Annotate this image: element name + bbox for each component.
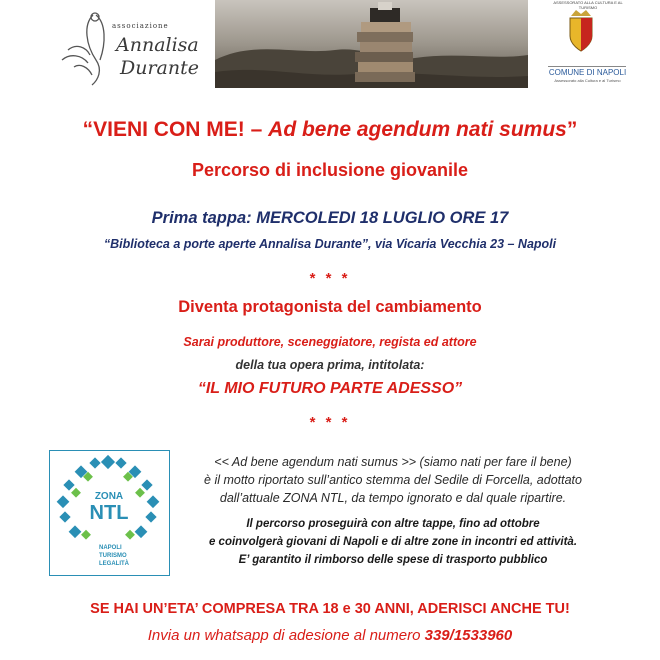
event-title-suffix: ”	[566, 118, 578, 141]
association-name-line2: Durante	[120, 57, 199, 79]
program-info-line: Il percorso proseguirà con altre tappe, fino ad ottobre	[246, 518, 540, 530]
motto-description-line: dall’attuale ZONA NTL, da tempo ignorato e dal quale ripartire.	[219, 491, 567, 505]
event-title-motto: Ad bene agendum nati sumus	[268, 118, 567, 141]
ntl-logo-ntl: NTL	[89, 502, 129, 524]
program-info-line: e coinvolgerà giovani di Napoli e di altre zone in incontri ed attività.	[208, 536, 578, 548]
comune-department-header: ASSESSORATO ALLA CULTURA E AL TURISMO	[553, 0, 623, 10]
call-protagonist: Diventa protagonista del cambiamento	[178, 298, 482, 316]
whatsapp-text: Invia un whatsapp di adesione al numero	[147, 627, 425, 644]
whatsapp-instructions	[0, 627, 660, 644]
film-title: “IL MIO FUTURO PARTE ADESSO”	[197, 380, 463, 397]
association-name-line1: Annalisa	[116, 34, 199, 56]
motto-description-line: << Ad bene agendum nati sumus >> (siamo nati per fare il bene)	[214, 455, 572, 469]
whatsapp-phone-number[interactable]: 339/1533960	[424, 627, 513, 644]
event-stage: Prima tappa: MERCOLEDI 18 LUGLIO ORE 17	[151, 209, 509, 227]
header-photo-books	[215, 0, 528, 88]
age-call-to-action: SE HAI UN’ETA’ COMPRESA TRA 18 e 30 ANNI, ADERISCI ANCHE TU!	[90, 601, 570, 617]
zona-ntl-logo	[53, 453, 165, 571]
program-info-line: E’ garantito il rimborso delle spese di trasporto pubblico	[238, 554, 548, 566]
naples-crest-icon	[568, 10, 594, 52]
comune-subtitle: Assessorato alla Cultura e al Turismo	[554, 78, 621, 83]
roles-line: Sarai produttore, sceneggiatore, regista ed attore	[183, 335, 477, 349]
ntl-logo-sub3: LEGALITÀ	[99, 561, 129, 567]
event-title-prefix: “VIENI CON ME! –	[82, 118, 269, 141]
event-title	[0, 118, 660, 142]
comune-name: COMUNE DI NAPOLI	[548, 68, 627, 77]
event-subtitle: Percorso di inclusione giovanile	[191, 160, 469, 180]
ntl-logo-sub2: TURISMO	[99, 553, 127, 559]
event-location: “Biblioteca a porte aperte Annalisa Durante”, via Vicaria Vecchia 23 – Napoli	[103, 237, 557, 251]
ntl-logo-zona: ZONA	[94, 491, 124, 502]
association-label: associazione	[112, 22, 169, 30]
stars-divider: * * *	[309, 270, 351, 287]
opera-line: della tua opera prima, intitolata:	[235, 358, 425, 372]
stars-divider: * * *	[309, 414, 351, 431]
motto-description-line: è il motto riportato sull’antico stemma del Sedile di Forcella, adottato	[204, 473, 582, 487]
comune-divider	[548, 66, 626, 67]
ntl-logo-sub1: NAPOLI	[99, 545, 122, 551]
